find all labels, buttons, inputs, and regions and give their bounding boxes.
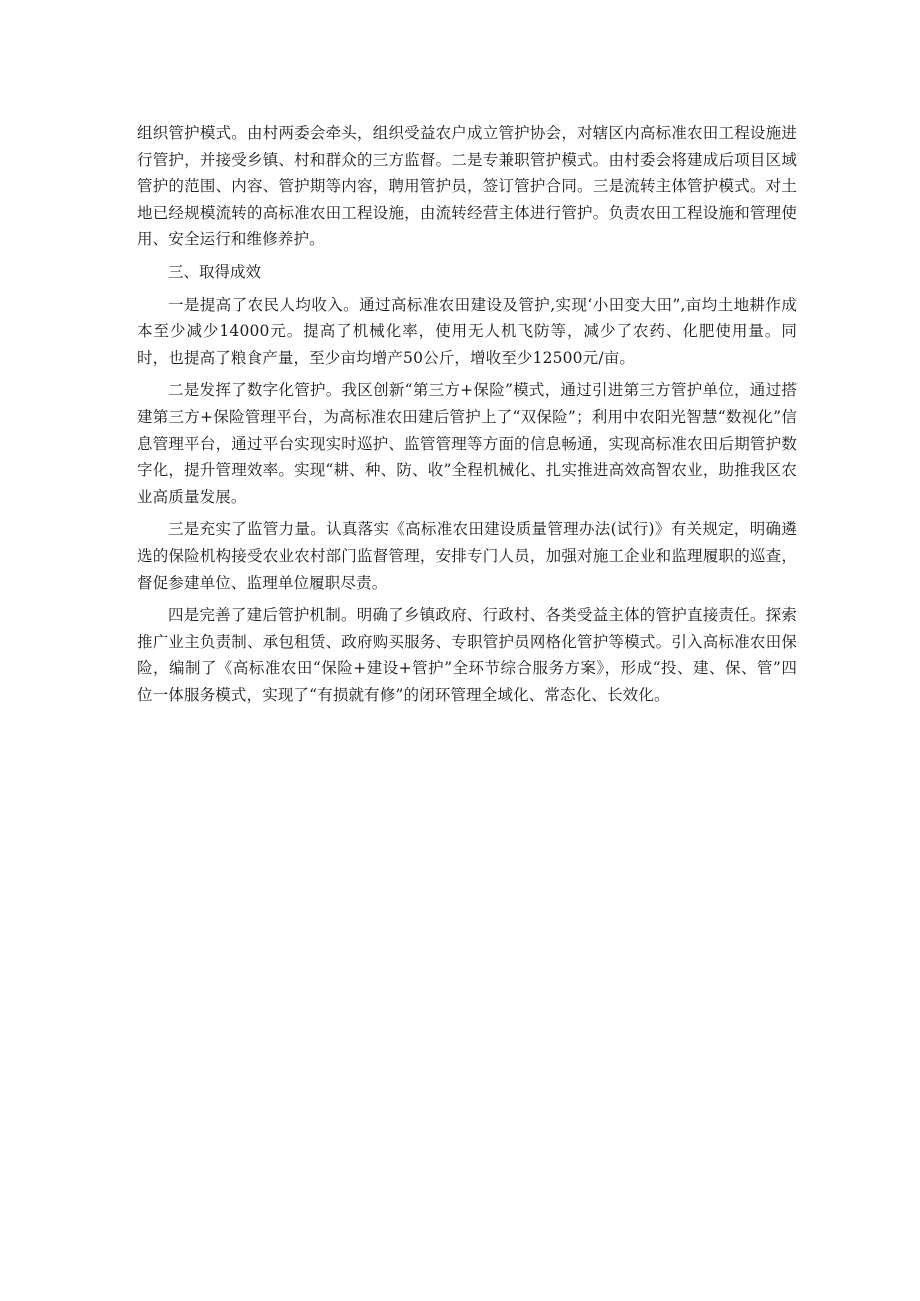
paragraph-result-digital: 二是发挥了数字化管护。我区创新“第三方+保险”模式，通过引进第三方管护单位，通过搭建第三方+保险管理平台，为高标准农田建后管护上了“双保险”；利用中农阳光智慧“数视化”信息管理平台，通过平台实现实时巡护、监管管理等方面的信息畅通，实现高标准农田后期管护数字化，提升管理效率。实现“耕、种、防、收”全程机械化、扎实推进高效高智农业，助推我区农业高质量发展。 (137, 381, 797, 506)
document-page (137, 120, 797, 708)
paragraph-result-income: 一是提高了农民人均收入。通过高标准农田建设及管护,实现‘小田变大田”,亩均土地耕作成本至少减少14000元。提高了机械化率，使用无人机飞防等，减少了农药、化肥使用量。同时，也提高了粮食产量，至少亩均增产50公斤，增收至少12500元/亩。 (137, 295, 797, 367)
paragraph-result-mechanism: 四是完善了建后管护机制。明确了乡镇政府、行政村、各类受益主体的管护直接责任。探索推广业主负责制、承包租赁、政府购买服务、专职管护员网格化管护等模式。引入高标准农田保险，编制了《高标准农田“保险+建设+管护”全环节综合服务方案》，形成“投、建、保、管”四位一体服务模式，实现了“有损就有修”的闭环管理全域化、常态化、长效化。 (137, 606, 797, 704)
section-heading-results: 三、取得成效 (168, 262, 262, 281)
paragraph-result-supervision: 三是充实了监管力量。认真落实《高标准农田建设质量管理办法(试行)》有关规定，明确遴选的保险机构接受农业农村部门监督管理，安排专门人员，加强对施工企业和监理履职的巡查，督促参建单位、监理单位履职尽责。 (137, 520, 797, 592)
paragraph-management-modes: 组织管护模式。由村两委会牵头，组织受益农户成立管护协会，对辖区内高标准农田工程设施进行管护，并接受乡镇、村和群众的三方监督。二是专兼职管护模式。由村委会将建成后项目区域管护的范围、内容、管护期等内容，聘用管护员，签订管护合同。三是流转主体管护模式。对土地已经规模流转的高标准农田工程设施，由流转经营主体进行管护。负责农田工程设施和管理使用、安全运行和维修养护。 (137, 124, 797, 249)
